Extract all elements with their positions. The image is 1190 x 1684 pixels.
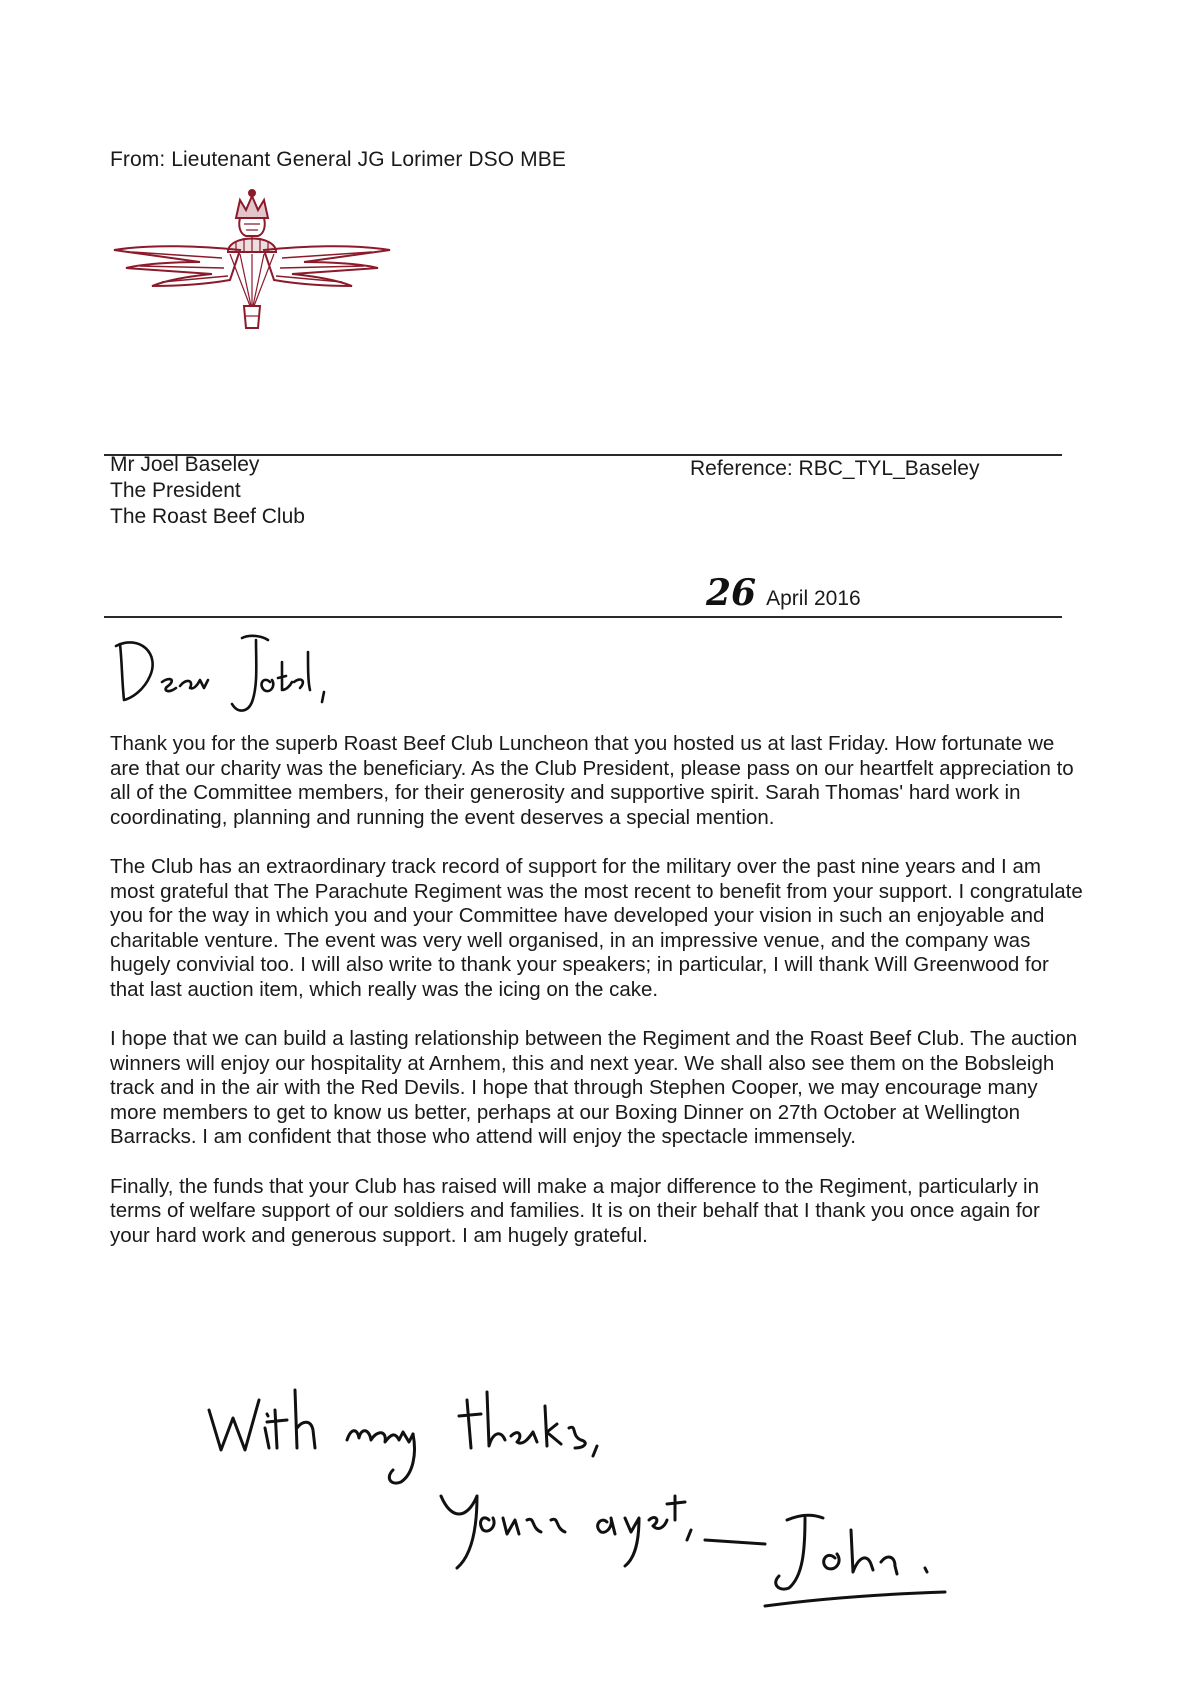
letter-date bbox=[706, 572, 861, 614]
bottom-divider bbox=[104, 616, 1062, 618]
recipient-title: The President bbox=[110, 479, 241, 502]
date-day-handwritten: 26 bbox=[706, 572, 757, 614]
reference-line: Reference: RBC_TYL_Baseley bbox=[690, 457, 980, 480]
recipient-organisation: The Roast Beef Club bbox=[110, 505, 305, 528]
handwritten-salutation bbox=[110, 632, 370, 722]
date-month-year: April 2016 bbox=[766, 587, 861, 610]
recipient-name: Mr Joel Baseley bbox=[110, 453, 260, 476]
paragraph-3: I hope that we can build a lasting relationship between the Regiment and the Roast Beef Club. The auction winners will enjoy our hospitality at Arnhem, this and next year. We shall also see them on the Bobsleigh track and in the air with the Red Devils. I hope that through Stephen Cooper, we may encourage many more members to get to know us better, perhaps at our Boxing Dinner on 27th October at Wellington Barracks. I am confident that those who attend will enjoy the spectacle immensely. bbox=[110, 1027, 1078, 1148]
sender-line: From: Lieutenant General JG Lorimer DSO MBE bbox=[110, 148, 566, 171]
handwritten-closing-signature bbox=[205, 1370, 1025, 1620]
paragraph-4: Finally, the funds that your Club has raised will make a major difference to the Regiment, particularly in terms of welfare support of our soldiers and families. It is on their behalf that I thank you once again for your hard work and generous support. I am hugely grateful. bbox=[110, 1174, 1040, 1247]
paragraph-1: Thank you for the superb Roast Beef Club Luncheon that you hosted us at last Friday. How fortunate we are that our charity was the beneficiary. As the Club President, please pass on our heartfelt appreciation to all of the Committee members, for their generosity and supportive spirit. Sarah Thomas' hard work in coordinating, planning and running the event deserves a special mention. bbox=[110, 732, 1074, 829]
letter-body bbox=[110, 732, 1085, 1273]
parachute-regiment-crest-icon bbox=[112, 188, 392, 348]
paragraph-2: The Club has an extraordinary track record of support for the military over the past nine years and I am most grateful that The Parachute Regiment was the most recent to benefit from your support. I congratulate you for the way in which you and your Committee have developed your vision in such an enjoyable and charitable venture. The event was very well organised, in an impressive venue, and the company was hugely convivial too. I will also write to thank your speakers; in particular, I will thank Will Greenwood for that last auction item, which really was the icing on the cake. bbox=[110, 855, 1083, 1001]
recipient-address bbox=[110, 452, 305, 530]
